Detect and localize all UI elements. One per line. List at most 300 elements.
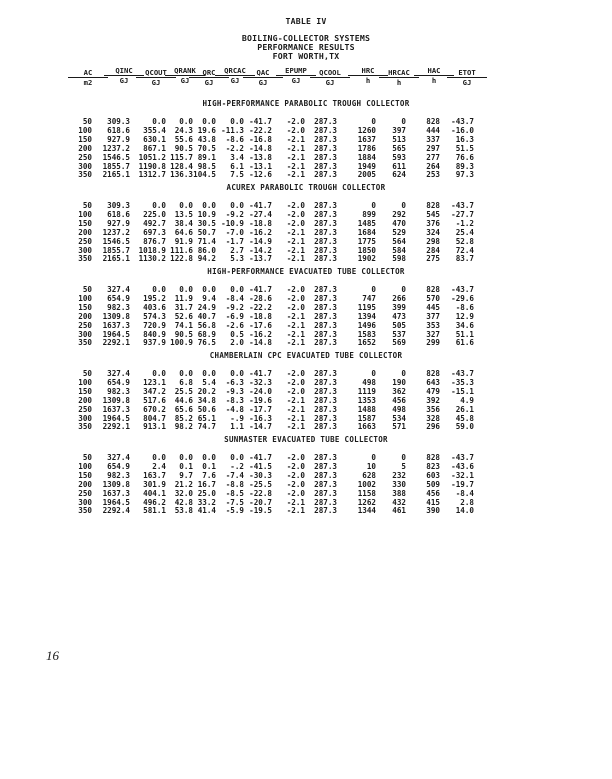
cell-hrc: 1786 xyxy=(357,143,376,153)
cell-hrcac: 513 xyxy=(392,134,406,144)
column-header-name: QCOOL xyxy=(319,68,341,77)
cell-etot: -8.4 xyxy=(455,488,474,498)
cell-qrank: 0.0 xyxy=(179,453,193,462)
cell-epump: -2.0 xyxy=(286,386,305,396)
cell-qac: -41.5 xyxy=(249,461,272,471)
cell-epump: -2.1 xyxy=(286,161,305,171)
cell-qrc: 34.8 xyxy=(197,395,216,405)
column-header-name: QRC xyxy=(202,68,216,77)
cell-qrank: 91.9 xyxy=(174,236,193,246)
cell-qcool: 287.3 xyxy=(314,461,337,471)
cell-etot: 51.5 xyxy=(455,143,474,153)
cell-hrc: 0 xyxy=(371,201,376,210)
cell-hac: 296 xyxy=(426,422,440,432)
cell-epump: -2.0 xyxy=(286,377,305,387)
cell-qrc: 20.2 xyxy=(197,386,216,396)
cell-qrcac: 2.7 xyxy=(230,245,244,255)
cell-qrc: 16.7 xyxy=(197,479,216,489)
cell-hrc: 1663 xyxy=(357,422,376,432)
cell-qcool: 287.3 xyxy=(314,470,337,480)
cell-qac: -41.7 xyxy=(249,369,272,378)
cell-qrank: 38.4 xyxy=(174,218,193,228)
cell-ac: 250 xyxy=(78,320,92,330)
cell-qcool: 287.3 xyxy=(314,254,337,264)
cell-qinc: 618.6 xyxy=(107,209,130,219)
cell-qrc: 94.2 xyxy=(197,254,216,264)
cell-hrcac: 565 xyxy=(392,143,406,153)
cell-hac: 297 xyxy=(426,143,440,153)
cell-qcout: 225.0 xyxy=(143,209,166,219)
cell-qac: -14.8 xyxy=(249,143,272,153)
cell-epump: -2.1 xyxy=(286,134,305,144)
column-header-unit: GJ xyxy=(243,77,283,87)
cell-qac: -22.2 xyxy=(249,302,272,312)
cell-qcool: 287.3 xyxy=(314,311,337,321)
column-header-name: QINC xyxy=(115,66,133,75)
cell-hac: 444 xyxy=(426,125,440,135)
cell-hrc: 1119 xyxy=(357,386,376,396)
cell-qrank: 136.3 xyxy=(170,170,193,180)
cell-qrcac: -9.2 xyxy=(225,302,244,312)
column-header-ac xyxy=(68,68,108,87)
cell-qcout: 301.9 xyxy=(143,479,166,489)
cell-qrc: 50.6 xyxy=(197,404,216,414)
section-title: CHAMBERLAIN CPC EVACUATED TUBE COLLECTOR xyxy=(209,351,403,360)
column-header-unit: GJ xyxy=(104,75,144,85)
cell-qrc: 9.4 xyxy=(202,293,216,303)
cell-epump: -2.0 xyxy=(286,218,305,228)
cell-qcout: 1312.7 xyxy=(138,170,166,180)
cell-qcool: 287.3 xyxy=(314,161,337,171)
cell-epump: -2.0 xyxy=(286,461,305,471)
cell-qcout: 574.3 xyxy=(143,311,166,321)
cell-hrc: 1775 xyxy=(357,236,376,246)
cell-hrc: 628 xyxy=(362,470,376,480)
cell-qcool: 287.3 xyxy=(314,117,337,126)
section-title: SUNMASTER EVACUATED TUBE COLLECTOR xyxy=(224,435,388,444)
cell-qrank: 32.0 xyxy=(174,488,193,498)
cell-qcout: 0.0 xyxy=(152,453,166,462)
column-header-name: QCOUT xyxy=(145,68,167,77)
cell-qrcac: 0.5 xyxy=(230,329,244,339)
cell-etot: -43.7 xyxy=(451,453,474,462)
cell-hrcac: 470 xyxy=(392,218,406,228)
cell-qac: -16.2 xyxy=(249,227,272,237)
column-header-name: AC xyxy=(83,68,93,77)
cell-qinc: 1964.5 xyxy=(102,329,130,339)
cell-qrc: 86.0 xyxy=(197,245,216,255)
cell-hrc: 1002 xyxy=(357,479,376,489)
cell-etot: 34.6 xyxy=(455,320,474,330)
cell-ac: 50 xyxy=(82,201,92,210)
cell-hac: 545 xyxy=(426,209,440,219)
cell-qinc: 2292.1 xyxy=(102,422,130,432)
column-header-unit: GJ xyxy=(276,75,316,85)
cell-hrcac: 266 xyxy=(392,293,406,303)
cell-qrcac: -8.3 xyxy=(225,395,244,405)
table-row xyxy=(0,237,612,246)
table-row xyxy=(0,462,612,471)
cell-qrank: 0.0 xyxy=(179,369,193,378)
cell-qac: -12.6 xyxy=(249,170,272,180)
cell-hac: 643 xyxy=(426,377,440,387)
cell-ac: 350 xyxy=(78,338,92,348)
cell-epump: -2.0 xyxy=(286,488,305,498)
cell-hrc: 10 xyxy=(366,461,376,471)
cell-hrcac: 584 xyxy=(392,245,406,255)
cell-qinc: 1309.8 xyxy=(102,479,130,489)
cell-qinc: 1309.8 xyxy=(102,311,130,321)
cell-qac: -16.2 xyxy=(249,329,272,339)
cell-qrcac: -7.4 xyxy=(225,470,244,480)
cell-qac: -22.8 xyxy=(249,488,272,498)
cell-ac: 100 xyxy=(78,209,92,219)
cell-etot: 52.8 xyxy=(455,236,474,246)
cell-ac: 100 xyxy=(78,293,92,303)
cell-qcout: 492.7 xyxy=(143,218,166,228)
cell-ac: 300 xyxy=(78,497,92,507)
column-header-etot xyxy=(447,68,487,87)
cell-qcout: 1051.2 xyxy=(138,152,166,162)
cell-qac: -18.8 xyxy=(249,311,272,321)
cell-qcout: 195.2 xyxy=(143,293,166,303)
cell-hrc: 1488 xyxy=(357,404,376,414)
cell-hac: 828 xyxy=(426,285,440,294)
cell-hrcac: 0 xyxy=(401,285,406,294)
cell-epump: -2.0 xyxy=(286,470,305,480)
cell-qrcac: -10.9 xyxy=(221,218,244,228)
cell-qinc: 1546.5 xyxy=(102,236,130,246)
cell-etot: 89.3 xyxy=(455,161,474,171)
cell-qcool: 287.3 xyxy=(314,134,337,144)
cell-hrcac: 232 xyxy=(392,470,406,480)
cell-hrcac: 399 xyxy=(392,302,406,312)
cell-qrcac: 1.1 xyxy=(230,422,244,432)
column-header-name: ETOT xyxy=(458,68,476,77)
cell-hac: 823 xyxy=(426,461,440,471)
cell-etot: -43.7 xyxy=(451,369,474,378)
cell-qcout: 404.1 xyxy=(143,488,166,498)
cell-etot: 83.7 xyxy=(455,254,474,264)
cell-qinc: 1237.2 xyxy=(102,143,130,153)
cell-hrc: 1949 xyxy=(357,161,376,171)
cell-qrank: 90.5 xyxy=(174,329,193,339)
cell-epump: -2.0 xyxy=(286,209,305,219)
cell-hac: 376 xyxy=(426,218,440,228)
cell-qinc: 654.9 xyxy=(107,377,130,387)
cell-etot: -19.7 xyxy=(451,479,474,489)
cell-ac: 100 xyxy=(78,377,92,387)
cell-qinc: 2292.1 xyxy=(102,338,130,348)
cell-epump: -2.1 xyxy=(286,236,305,246)
column-header-name: QAC xyxy=(256,68,270,77)
cell-qrc: 24.9 xyxy=(197,302,216,312)
cell-etot: 4.9 xyxy=(460,395,474,405)
column-header-unit: m2 xyxy=(68,77,108,87)
cell-qcool: 287.3 xyxy=(314,369,337,378)
table-row xyxy=(0,144,612,153)
cell-etot: 12.9 xyxy=(455,311,474,321)
cell-hac: 337 xyxy=(426,134,440,144)
cell-qac: -19.6 xyxy=(249,395,272,405)
cell-epump: -2.0 xyxy=(286,369,305,378)
cell-qrc: 40.7 xyxy=(197,311,216,321)
cell-hrc: 2005 xyxy=(357,170,376,180)
cell-hrc: 1850 xyxy=(357,245,376,255)
cell-hac: 828 xyxy=(426,369,440,378)
cell-hrc: 747 xyxy=(362,293,376,303)
cell-etot: -27.7 xyxy=(451,209,474,219)
section-title: HIGH-PERFORMANCE EVACUATED TUBE COLLECTOR xyxy=(207,267,405,276)
cell-hac: 603 xyxy=(426,470,440,480)
cell-qac: -16.3 xyxy=(249,413,272,423)
cell-ac: 300 xyxy=(78,161,92,171)
cell-qrank: 0.1 xyxy=(179,461,193,471)
cell-qac: -17.7 xyxy=(249,404,272,414)
table-row xyxy=(0,312,612,321)
cell-hrc: 1587 xyxy=(357,413,376,423)
cell-epump: -2.0 xyxy=(286,479,305,489)
cell-hrc: 1394 xyxy=(357,311,376,321)
cell-epump: -2.0 xyxy=(286,293,305,303)
cell-hrcac: 529 xyxy=(392,227,406,237)
cell-hrcac: 537 xyxy=(392,329,406,339)
cell-qrcac: -8.5 xyxy=(225,488,244,498)
cell-ac: 200 xyxy=(78,395,92,405)
cell-qinc: 327.4 xyxy=(107,453,130,462)
cell-qcout: 1018.9 xyxy=(138,245,166,255)
cell-ac: 250 xyxy=(78,152,92,162)
cell-qac: -16.8 xyxy=(249,134,272,144)
table-row xyxy=(0,294,612,303)
cell-qinc: 2165.1 xyxy=(102,254,130,264)
cell-hrc: 1496 xyxy=(357,320,376,330)
cell-hrcac: 330 xyxy=(392,479,406,489)
cell-qinc: 618.6 xyxy=(107,125,130,135)
cell-qinc: 982.3 xyxy=(107,302,130,312)
cell-ac: 200 xyxy=(78,227,92,237)
cell-qac: -32.3 xyxy=(249,377,272,387)
cell-hrcac: 593 xyxy=(392,152,406,162)
section-title: ACUREX PARABOLIC TROUGH COLLECTOR xyxy=(226,183,386,192)
cell-hrc: 498 xyxy=(362,377,376,387)
cell-epump: -2.1 xyxy=(286,404,305,414)
cell-epump: -2.0 xyxy=(286,302,305,312)
cell-qrank: 13.5 xyxy=(174,209,193,219)
cell-qrcac: -7.0 xyxy=(225,227,244,237)
cell-hrc: 1344 xyxy=(357,506,376,516)
cell-hrcac: 624 xyxy=(392,170,406,180)
table-row xyxy=(0,396,612,405)
cell-qrcac: -9.3 xyxy=(225,386,244,396)
table-row xyxy=(0,126,612,135)
cell-ac: 50 xyxy=(82,369,92,378)
table-title-line-2: PERFORMANCE RESULTS xyxy=(257,42,355,52)
cell-qcool: 287.3 xyxy=(314,497,337,507)
cell-qinc: 2165.1 xyxy=(102,170,130,180)
cell-hac: 353 xyxy=(426,320,440,330)
cell-hac: 828 xyxy=(426,117,440,126)
table-row xyxy=(0,170,612,179)
cell-qinc: 1637.3 xyxy=(102,404,130,414)
column-header-unit: h xyxy=(379,77,419,87)
cell-ac: 350 xyxy=(78,170,92,180)
cell-qrc: 0.0 xyxy=(202,201,216,210)
cell-epump: -2.1 xyxy=(286,497,305,507)
cell-hrc: 1684 xyxy=(357,227,376,237)
cell-qac: -41.7 xyxy=(249,285,272,294)
cell-qrc: 30.5 xyxy=(197,218,216,228)
cell-qinc: 654.9 xyxy=(107,461,130,471)
cell-etot: 26.1 xyxy=(455,404,474,414)
cell-hrc: 1583 xyxy=(357,329,376,339)
cell-hac: 456 xyxy=(426,488,440,498)
table-label: TABLE IV xyxy=(285,16,327,26)
cell-epump: -2.0 xyxy=(286,285,305,294)
cell-qrc: 76.5 xyxy=(197,338,216,348)
cell-qcout: 720.9 xyxy=(143,320,166,330)
cell-hrcac: 569 xyxy=(392,338,406,348)
column-header-name: QRCAC xyxy=(224,66,246,75)
cell-qrc: 41.4 xyxy=(197,506,216,516)
cell-qrcac: 7.5 xyxy=(230,170,244,180)
cell-qcout: 581.1 xyxy=(143,506,166,516)
cell-qcout: 496.2 xyxy=(143,497,166,507)
table-row xyxy=(0,405,612,414)
cell-epump: -2.0 xyxy=(286,201,305,210)
cell-ac: 200 xyxy=(78,479,92,489)
cell-ac: 150 xyxy=(78,470,92,480)
cell-qac: -14.2 xyxy=(249,245,272,255)
cell-qrank: 53.8 xyxy=(174,506,193,516)
cell-qinc: 327.4 xyxy=(107,285,130,294)
cell-qinc: 927.9 xyxy=(107,134,130,144)
column-header-qcool xyxy=(310,68,350,87)
cell-etot: 16.3 xyxy=(455,134,474,144)
cell-qcool: 287.3 xyxy=(314,236,337,246)
cell-ac: 250 xyxy=(78,404,92,414)
table-row xyxy=(0,228,612,237)
cell-qinc: 1237.2 xyxy=(102,227,130,237)
cell-qrc: 7.6 xyxy=(202,470,216,480)
cell-qrank: 85.2 xyxy=(174,413,193,423)
cell-hrcac: 564 xyxy=(392,236,406,246)
cell-hac: 275 xyxy=(426,254,440,264)
cell-qcool: 287.3 xyxy=(314,329,337,339)
cell-hrc: 1485 xyxy=(357,218,376,228)
page-number: 16 xyxy=(46,648,59,663)
cell-hrcac: 0 xyxy=(401,117,406,126)
cell-qrank: 6.8 xyxy=(179,377,193,387)
cell-qrank: 21.2 xyxy=(174,479,193,489)
column-header-name: HRC xyxy=(361,66,375,75)
cell-qcool: 287.3 xyxy=(314,413,337,423)
cell-hrcac: 498 xyxy=(392,404,406,414)
cell-qrcac: 6.1 xyxy=(230,161,244,171)
cell-qrank: 100.9 xyxy=(170,338,193,348)
column-header-unit: GJ xyxy=(189,77,229,87)
cell-hrcac: 461 xyxy=(392,506,406,516)
cell-hac: 324 xyxy=(426,227,440,237)
cell-epump: -2.1 xyxy=(286,506,305,516)
cell-ac: 300 xyxy=(78,413,92,423)
cell-epump: -2.1 xyxy=(286,413,305,423)
cell-hrcac: 456 xyxy=(392,395,406,405)
cell-qcool: 287.3 xyxy=(314,386,337,396)
cell-qcout: 0.0 xyxy=(152,201,166,210)
cell-qrank: 31.7 xyxy=(174,302,193,312)
cell-qrcac: -2.2 xyxy=(225,143,244,153)
table-row xyxy=(0,338,612,347)
cell-qcool: 287.3 xyxy=(314,302,337,312)
cell-qinc: 1855.7 xyxy=(102,245,130,255)
cell-qrcac: 0.0 xyxy=(230,453,244,462)
cell-qrc: 5.4 xyxy=(202,377,216,387)
cell-qinc: 654.9 xyxy=(107,293,130,303)
cell-hrcac: 534 xyxy=(392,413,406,423)
cell-qrcac: -4.8 xyxy=(225,404,244,414)
cell-etot: -16.0 xyxy=(451,125,474,135)
cell-epump: -2.1 xyxy=(286,338,305,348)
cell-qinc: 1637.3 xyxy=(102,488,130,498)
column-header-name: HRCAC xyxy=(388,68,410,77)
cell-ac: 50 xyxy=(82,453,92,462)
table-row xyxy=(0,246,612,255)
cell-qrank: 122.8 xyxy=(170,254,193,264)
cell-ac: 150 xyxy=(78,302,92,312)
cell-qac: -25.5 xyxy=(249,479,272,489)
cell-qinc: 1964.5 xyxy=(102,497,130,507)
table-row xyxy=(0,506,612,515)
cell-hrcac: 611 xyxy=(392,161,406,171)
cell-qrcac: 0.0 xyxy=(230,201,244,210)
cell-hrcac: 5 xyxy=(401,461,406,471)
cell-qrc: 98.5 xyxy=(197,161,216,171)
cell-epump: -2.0 xyxy=(286,453,305,462)
cell-qrank: 0.0 xyxy=(179,285,193,294)
table-row xyxy=(0,330,612,339)
cell-qrank: 128.4 xyxy=(170,161,193,171)
cell-qinc: 1309.8 xyxy=(102,395,130,405)
cell-qrc: 89.1 xyxy=(197,152,216,162)
column-header-unit: GJ xyxy=(136,77,176,87)
cell-etot: -8.6 xyxy=(455,302,474,312)
cell-ac: 150 xyxy=(78,386,92,396)
cell-qcout: 2.4 xyxy=(152,461,166,471)
cell-hrc: 1884 xyxy=(357,152,376,162)
table-row xyxy=(0,387,612,396)
table-row xyxy=(0,153,612,162)
column-header-unit: GJ xyxy=(310,77,350,87)
cell-qrcac: -8.8 xyxy=(225,479,244,489)
cell-qinc: 982.3 xyxy=(107,386,130,396)
table-row xyxy=(0,201,612,210)
cell-qrc: 104.5 xyxy=(193,170,216,180)
table-row xyxy=(0,210,612,219)
cell-qcout: 517.6 xyxy=(143,395,166,405)
cell-hrcac: 0 xyxy=(401,201,406,210)
cell-qrcac: -1.7 xyxy=(225,236,244,246)
cell-qcout: 403.6 xyxy=(143,302,166,312)
cell-ac: 300 xyxy=(78,245,92,255)
cell-etot: 61.6 xyxy=(455,338,474,348)
cell-hrcac: 362 xyxy=(392,386,406,396)
cell-qrank: 115.7 xyxy=(170,152,193,162)
table-row xyxy=(0,489,612,498)
cell-hrc: 1262 xyxy=(357,497,376,507)
cell-qrc: 25.0 xyxy=(197,488,216,498)
column-header-unit: h xyxy=(348,75,388,85)
